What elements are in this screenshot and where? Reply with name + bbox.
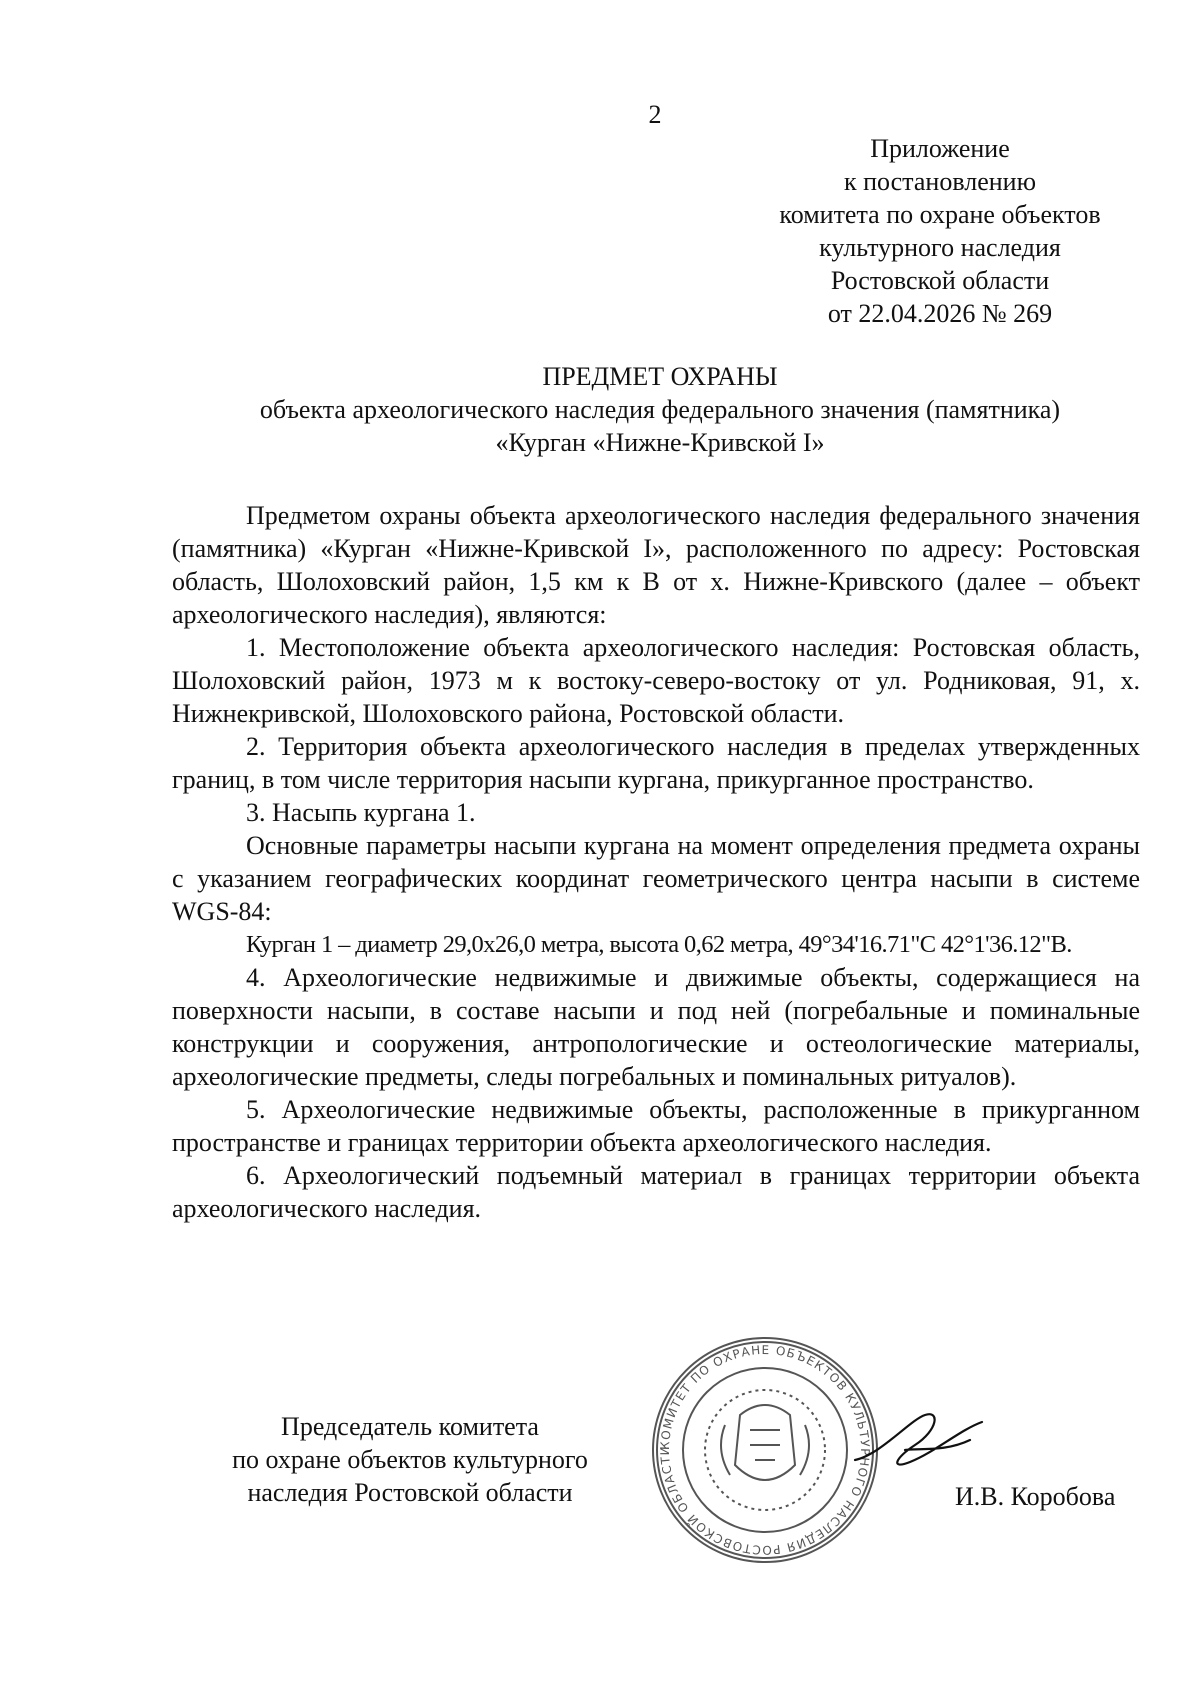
position-line: по охране объектов культурного <box>232 1445 588 1474</box>
title-subtitle: объекта археологического наследия федерального значения (памятника) <box>259 395 1061 424</box>
body-paragraph: 2. Территория объекта археологического наследия в пределах утвержденных границ, в том числе территория насыпи кургана, прикурганное пространство. <box>172 732 1140 794</box>
appendix-header <box>760 132 1120 330</box>
body-paragraph: 1. Местоположение объекта археологического наследия: Ростовская область, Шолоховский район, 1973 м к востоку-северо-востоку от ул. Родниковая, 91, х. Нижнекривской, Шолоховского района, Ростовской области. <box>172 633 1140 728</box>
appendix-line: от 22.04.2026 № 269 <box>827 299 1053 328</box>
position-line: наследия Ростовской области <box>247 1478 573 1507</box>
appendix-line: комитета по охране объектов <box>779 200 1101 229</box>
position-line: Председатель комитета <box>281 1412 539 1441</box>
title-heading: ПРЕДМЕТ ОХРАНЫ <box>542 362 778 391</box>
body-paragraph: 6. Археологический подъемный материал в границах территории объекта археологического наследия. <box>172 1161 1140 1223</box>
svg-text:КОМИТЕТ ПО ОХРАНЕ ОБЪЕКТОВ КУЛ <box>658 1343 872 1557</box>
body-paragraph: 5. Археологические недвижимые объекты, расположенные в прикурганном пространстве и границах территории объекта археологического наследия. <box>172 1095 1140 1157</box>
appendix-line: Ростовской области <box>830 266 1050 295</box>
body-paragraph: Предметом охраны объекта археологического наследия федерального значения (памятника) «Курган «Нижне-Кривской I», расположенного по адресу: Ростовская область, Шолоховский район, 1,5 км к В от х. Нижне-Кривского (далее – объект археологического наследия), являются: <box>172 501 1140 629</box>
body-paragraph: 3. Насыпь кургана 1. <box>246 798 476 827</box>
appendix-line: культурного наследия <box>819 233 1061 262</box>
page-number: 2 <box>648 100 662 129</box>
appendix-line: Приложение <box>870 134 1010 163</box>
appendix-line: к постановлению <box>843 167 1037 196</box>
title-subtitle: «Курган «Нижне-Кривской I» <box>495 428 825 457</box>
body-paragraph: 4. Археологические недвижимые и движимые объекты, содержащиеся на поверхности насыпи, в составе насыпи и под ней (погребальные и поминальные конструкции и сооружения, антропологические и остеологические материалы, археологические предметы, следы погребальных и поминальных ритуалов). <box>172 963 1140 1091</box>
seal-text: КОМИТЕТ ПО ОХРАНЕ ОБЪЕКТОВ КУЛЬТУРНОГО НАСЛЕДИЯ РОСТОВСКОЙ ОБЛАСТИ <box>657 1342 873 1558</box>
signatory-position <box>180 1410 640 1509</box>
body-paragraph: Основные параметры насыпи кургана на момент определения предмета охраны с указанием географических координат геометрического центра насыпи в системе WGS-84: <box>172 831 1140 926</box>
official-seal-icon <box>650 1335 880 1565</box>
document-title <box>150 360 1170 459</box>
signatory-name: И.В. Коробова <box>955 1482 1116 1511</box>
document-body <box>172 499 1140 1225</box>
kurgan-parameters: Курган 1 – диаметр 29,0х26,0 метра, высота 0,62 метра, 49°34'16.71"С 42°1'36.12"В. <box>246 931 1072 958</box>
handwritten-signature-icon <box>850 1400 990 1480</box>
